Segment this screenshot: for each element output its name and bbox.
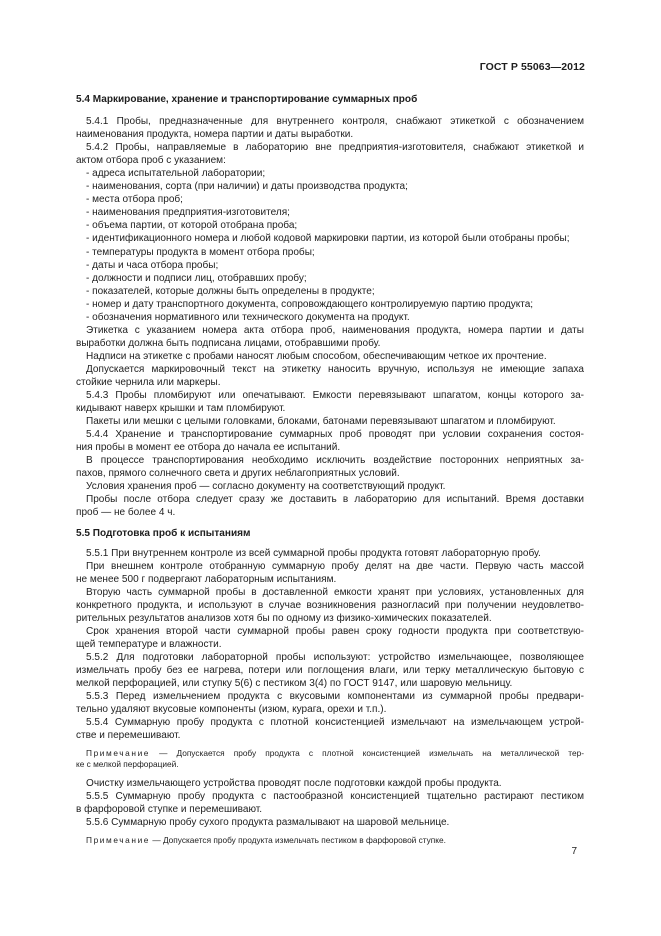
paragraph-transport: В процессе транспортирования необходимо исключить воздействие посторонних неприятных за- пахов, прямого солнечного света и других неблагоприятных условий.: [76, 455, 584, 480]
list-item: - показателей, которые должны быть определены в продукте;: [86, 285, 375, 297]
document-header: ГОСТ Р 55063—2012: [479, 61, 585, 73]
paragraph-manual-marking: Допускается маркировочный текст на этикетку наносить вручную, используя не имеющие запаха стойкие чернила или маркеры.: [76, 363, 584, 388]
paragraph-5-4-4: 5.4.4 Хранение и транспортирование суммарных проб проводят при условии сохранения состоя- ния пробы в момент ее отбора до начала ее испытаний.: [76, 429, 584, 454]
page-number: 7: [571, 846, 577, 857]
list-item: - обозначения нормативного или технического документа на продукт.: [86, 311, 410, 323]
section-heading-5-4: 5.4 Маркирование, хранение и транспортирование суммарных проб: [76, 94, 418, 105]
list-item: - наименования предприятия-изготовителя;: [86, 207, 290, 219]
list-item: - даты и часа отбора пробы;: [86, 259, 219, 271]
paragraph-5-4-1: 5.4.1 Пробы, предназначенные для внутреннего контроля, снабжают этикеткой с обозначением наименования продукта, номера партии и даты выработки.: [76, 116, 584, 141]
section-heading-5-5: 5.5 Подготовка проб к испытаниям: [76, 527, 251, 539]
list-item: - должности и подписи лиц, отобравших пробу;: [86, 272, 307, 284]
list-item: - адреса испытательной лаборатории;: [86, 168, 266, 180]
paragraph-delivery: Пробы после отбора следует сразу же доставить в лабораторию для испытаний. Время доставки проб — не более 4 ч.: [76, 494, 584, 519]
list-item: - идентификационного номера и любой кодовой маркировки партии, из которой были отобраны пробы;: [86, 233, 570, 245]
paragraph-second-part: Вторую часть суммарной пробы в доставленной емкости хранят при условиях, установленных для конкретного продукта, и используют в случае возникновения разногласий при получении неудовлетво- рительных результатов анализов хотя бы по одному из физико-химических показателей.: [76, 586, 584, 624]
list-items: [76, 167, 584, 324]
paragraph-packages: Пакеты или мешки с целыми головками, блоками, батонами перевязывают шпагатом и пломбируют.: [86, 416, 556, 428]
paragraph-5-5-2: 5.5.2 Для подготовки лабораторной пробы используют: устройство измельчающее, позволяющее измельчать пробу без ее нагрева, потери или поглощения влаги, или терку металлическую бытовую с мелкой перфорацией, или ступку 5(6) с пестиком 3(4) по ГОСТ 9147, или шаровую мельницу.: [76, 651, 584, 690]
paragraph-5-5-3: 5.5.3 Перед измельчением продукта с вкусовыми компонентами из суммарной пробы предвари- тельно удаляют вкусовые компоненты (изюм, курага, орехи и т.п.).: [76, 691, 584, 716]
paragraph-storage-term: Срок хранения второй части суммарной пробы равен сроку годности продукта при соответствую- щей температуре и влажности.: [76, 625, 584, 650]
list-item: - места отбора проб;: [86, 194, 183, 206]
paragraph-5-4-3: 5.4.3 Пробы пломбируют или опечатывают. Емкости перевязывают шпагатом, концы которого за- кидывают наверх крышки и там пломбируют.: [76, 390, 584, 415]
paragraph-external-control: При внешнем контроле отобранную суммарную пробу делят на две части. Первую часть массой не менее 500 г подвергают лабораторным испытаниям.: [76, 560, 584, 585]
note-2: Примечание — Допускается пробу продукта измельчать пестиком в фарфоровой ступке.: [86, 835, 446, 846]
paragraph-5-5-6: 5.5.6 Суммарную пробу сухого продукта размалывают на шаровой мельнице.: [86, 817, 450, 829]
list-item: - номер и дату транспортного документа, сопровождающего контролируемую партию продукта;: [86, 298, 534, 310]
paragraph-storage-conditions: Условия хранения проб — согласно документу на соответствующий продукт.: [86, 481, 446, 493]
note-1: Примечание — Допускается пробу продукта с плотной консистенцией измельчать на металлической тер- ке с мелкой перфорацией.: [76, 748, 584, 770]
paragraph-cleaning: Очистку измельчающего устройства проводят после подготовки каждой пробы продукта.: [86, 778, 502, 790]
paragraph-label-inscriptions: Надписи на этикетке с пробами наносят любым способом, обеспечивающим четкое их прочтение.: [86, 350, 547, 362]
paragraph-5-5-4: 5.5.4 Суммарную пробу продукта с плотной консистенцией измельчают на измельчающем устрой- стве и перемешивают.: [76, 717, 584, 742]
document-body: [76, 93, 584, 853]
paragraph-5-5-1: 5.5.1 При внутреннем контроле из всей суммарной пробы продукта готовят лабораторную пробу.: [86, 547, 541, 559]
note-label: Примечание: [86, 835, 151, 846]
list-item: - наименования, сорта (при наличии) и даты производства продукта;: [86, 181, 408, 193]
paragraph-label-signature: Этикетка с указанием номера акта отбора проб, наименования продукта, номера партии и даты выработки должна быть подписана лицами, отобравшими пробу.: [76, 324, 584, 349]
note-label: Примечание: [86, 748, 151, 759]
paragraph-5-4-2: 5.4.2 Пробы, направляемые в лабораторию вне предприятия-изготовителя, снабжают этикеткой и актом отбора проб с указанием:: [76, 142, 584, 167]
list-item: - температуры продукта в момент отбора пробы;: [86, 246, 315, 258]
paragraph-5-5-5: 5.5.5 Суммарную пробу продукта с пастообразной консистенцией тщательно растирают пестиком в фарфоровой ступке и перемешивают.: [76, 791, 584, 816]
list-item: - объема партии, от которой отобрана проба;: [86, 220, 298, 232]
